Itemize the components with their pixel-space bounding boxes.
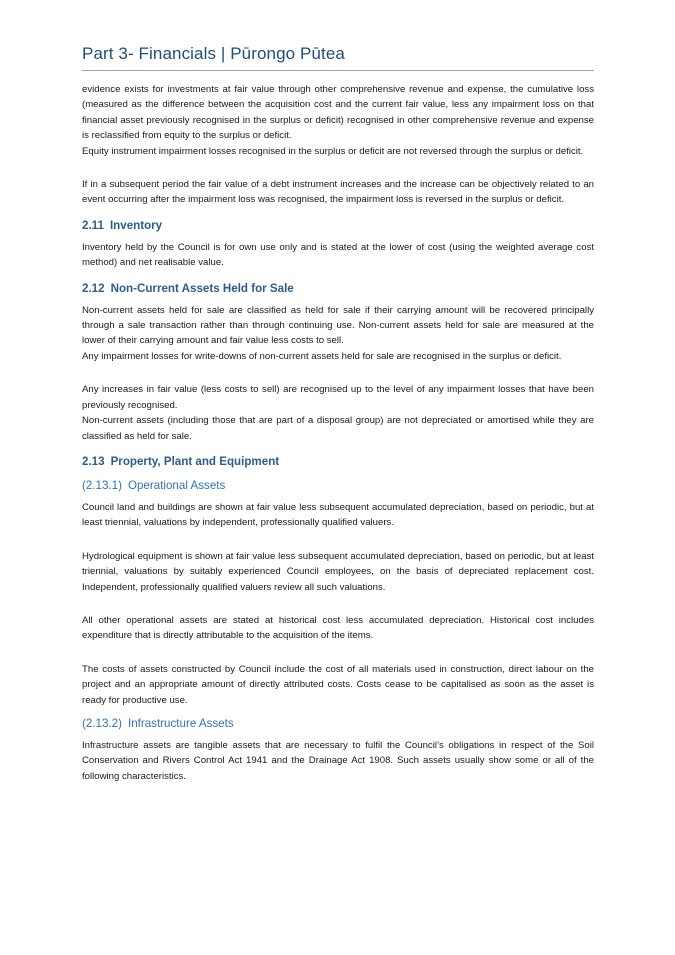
section-title: Non-Current Assets Held for Sale — [110, 281, 294, 295]
section-number: 2.13 — [82, 454, 105, 468]
paragraph: Hydrological equipment is shown at fair value less subsequent accumulated depreciation, based on periodic, but at least triennial, valuations by suitably experienced Council employees, on the basis of depreciated replacement cost. Independent, professionally qualified valuers review all such valuations. — [82, 550, 594, 593]
section-title: Inventory — [109, 218, 163, 232]
paragraph: Any impairment losses for write-downs of non-current assets held for sale are recognised in the surplus or deficit. — [82, 350, 562, 362]
paragraph: evidence exists for investments at fair value through other comprehensive revenue and expense, the cumulative loss (measured as the difference between the acquisition cost and the current fair value, less any impairment loss on that financial asset previously recognised in the surplus or deficit) recognised in other comprehensive revenue and expense is reclassified from equity to the surplus or deficit. — [82, 84, 594, 142]
paragraph: All other operational assets are stated at historical cost less accumulated depreciation. Historical cost includes expenditure that is directly attributable to the acquisition of the items. — [82, 614, 594, 642]
section-number: 2.12 — [82, 281, 105, 295]
document-body — [82, 82, 594, 784]
section-heading-2-12 — [82, 281, 594, 297]
paragraph: Non-current assets (including those that are part of a disposal group) are not depreciated or amortised while they are classified as held for sale. — [82, 415, 594, 442]
section-number: 2.11 — [82, 218, 104, 232]
paragraph: Council land and buildings are shown at fair value less subsequent accumulated depreciation, based on periodic, but at least triennial, valuations by independent, professionally qualified valuers. — [82, 501, 594, 529]
subsection-number: (2.13.1) — [82, 478, 122, 492]
paragraph: If in a subsequent period the fair value of a debt instrument increases and the increase can be objectively related to an event occurring after the impairment loss was recognised, the impairment loss is reversed in the surplus or deficit. — [82, 179, 594, 206]
page-header — [82, 44, 594, 71]
paragraph: Non-current assets held for sale are classified as held for sale if their carrying amount will be recovered principally through a sale transaction rather than through continuing use. Non-current assets held for sale are measured at the lower of their carrying amount and fair value less costs to sell. — [82, 304, 594, 347]
section-heading-2-11 — [82, 218, 594, 234]
paragraph: Equity instrument impairment losses recognised in the surplus or deficit are not reversed through the surplus or deficit. — [82, 145, 584, 157]
paragraph: The costs of assets constructed by Council include the cost of all materials used in construction, direct labour on the project and an appropriate amount of directly attributed costs. Costs cease to be capitalised as soon as the asset is ready for productive use. — [82, 663, 594, 706]
paragraph: Infrastructure assets are tangible assets that are necessary to fulfil the Council’s obligations in respect of the Soil Conservation and Rivers Control Act 1941 and the Drainage Act 1908. Such assets usually show some or all of the following characteristics. — [82, 739, 594, 782]
subsection-heading-2-13-2 — [82, 716, 594, 732]
subsection-title: Operational Assets — [127, 478, 226, 492]
paragraph: Any increases in fair value (less costs to sell) are recognised up to the level of any impairment losses that have been previously recognised. — [82, 384, 594, 411]
section-heading-2-13 — [82, 454, 594, 470]
subsection-number: (2.13.2) — [82, 716, 122, 730]
section-title: Property, Plant and Equipment — [110, 454, 280, 468]
page-title: Part 3- Financials | Pūrongo Pūtea — [82, 44, 345, 63]
subsection-heading-2-13-1 — [82, 478, 594, 494]
subsection-title: Infrastructure Assets — [127, 716, 234, 730]
paragraph: Inventory held by the Council is for own use only and is stated at the lower of cost (using the weighted average cost method) and net realisable value. — [82, 241, 594, 269]
